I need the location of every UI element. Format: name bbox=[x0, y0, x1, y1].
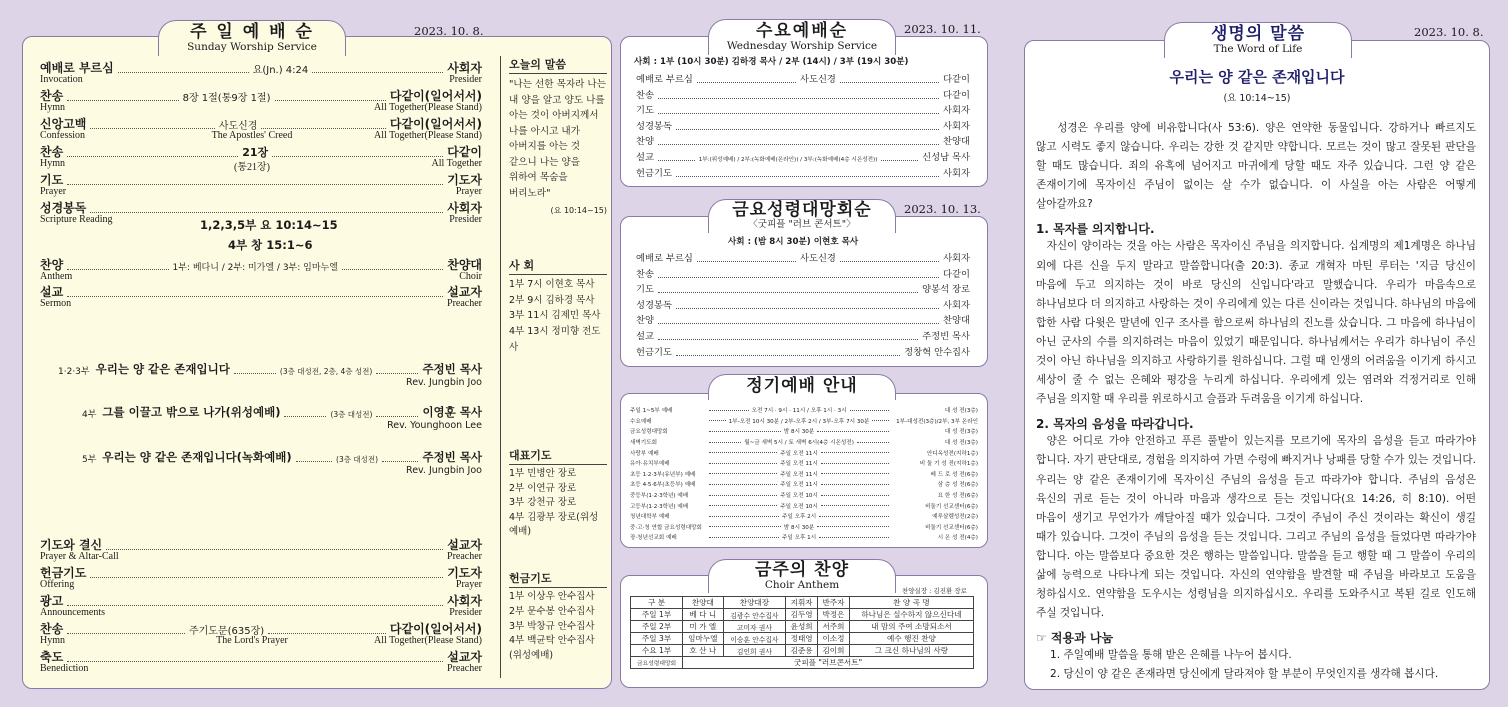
choir-cell: 수요 1부 bbox=[631, 645, 683, 657]
choir-header: 구 분 bbox=[631, 597, 683, 609]
sermon-role-en: Preacher bbox=[447, 298, 482, 309]
regular-service: 금요성령대망회 bbox=[630, 429, 668, 436]
anthem-row bbox=[40, 256, 482, 273]
presider-box bbox=[509, 257, 607, 356]
order-role: 주정빈 목사 bbox=[922, 331, 970, 342]
order-role: 다같이 bbox=[943, 268, 970, 280]
regular-time: 주일 오후 1시 bbox=[781, 535, 817, 542]
word-section2: 양은 어디로 가야 안전하고 푸른 풀밭이 있는지를 모르기에 목자의 음성을 듣고 따라가야 합니다. 자기 판단대로, 경험을 의지하여 가면 수렁에 빠지거나 낭패를 당할 수가 있는 것입니다. 우리는 양 같은 존재이기에 목자이신 주님의 음성을 듣고 따라가야 합니다. 주님의 음성은 육신의 귀로 듣는 것이 아니라 마음과 생각으로 듣는 것입니다(요 14:26, 히 8:10). 어떤 마음이 생기고 무언가가 깨달아질 때가 있습니다. 그것이 주님이 주신 것이라는 확신이 생길 때가 있습니다. 그것이 주님의 음성을 듣는 것입니다. 그리고 주님의 음성을 들었다면 따라가야 합니다. 아는 말씀보다 중요한 것은 행하는 말씀입니다. 말씀을 듣고 행할 때 그 말씀이 우리의 삶에 능력으로 나타나게 되는 것입니다. 자신의 연약함을 발견할 때 주님을 바라보고 도움을 청하십시오. 연약함을 도우시는 성령님을 의지하십시오. 우리를 도와주시고 복된 길로 인도해 주실 것입니다. bbox=[1036, 435, 1476, 620]
regular-place: 1부-대성전(3층)/2부, 3부 온라인 bbox=[896, 418, 978, 425]
order-label-en: Prayer & Altar-Call bbox=[40, 551, 119, 562]
choir-cell: 호 산 나 bbox=[683, 645, 723, 657]
regular-row bbox=[628, 479, 980, 490]
side-list-item: 2부 9시 김하경 목사 bbox=[509, 294, 595, 306]
regular-place: 대 성 전(3층) bbox=[944, 440, 978, 447]
order-role: 사회자 bbox=[447, 594, 482, 608]
regular-place: 비둘기 선교센터(6층) bbox=[925, 503, 978, 510]
regular-row bbox=[628, 522, 980, 533]
choir-cell: 미 가 엘 bbox=[683, 621, 723, 633]
order-detail: 1부:(위성예배) / 2부:(녹화예배(온라인)) / 3부:(녹화예배(4층 시온성전)) bbox=[698, 157, 878, 163]
friday-presider: 사회 : (밤 8시 30분) 이현호 목사 bbox=[728, 237, 859, 247]
sunday-date: 2023. 10. 8. bbox=[414, 24, 484, 38]
side-list-item: 4부 김광부 장로(위성예배) bbox=[509, 511, 599, 537]
regular-time: 주일 오전 11시 bbox=[780, 450, 818, 457]
friday-title-tab bbox=[708, 199, 896, 233]
order-role: 사회자 bbox=[943, 105, 970, 117]
order-role: 기도자 bbox=[447, 566, 482, 580]
prayer-box bbox=[509, 447, 607, 540]
regular-row bbox=[628, 458, 980, 469]
choir-cell: 하나님은 실수하지 않으신다네 bbox=[849, 609, 973, 621]
order-label: 성경봉독 bbox=[40, 201, 87, 215]
regular-time: 오전 7시 · 9시 · 11시 / 오후 1시 · 3시 bbox=[751, 408, 847, 415]
sermon-title: 우리는 양 같은 존재입니다 bbox=[95, 362, 230, 376]
choir-cell: 김이희 bbox=[818, 645, 850, 657]
offering-box bbox=[509, 570, 607, 664]
choir-cell: 정태영 bbox=[786, 633, 818, 645]
choir-row bbox=[631, 621, 974, 633]
choir-row bbox=[631, 645, 974, 657]
order-row bbox=[636, 87, 970, 101]
order-label: 예배로 부르심 bbox=[40, 61, 114, 75]
word-intro: 성경은 우리를 양에 비유합니다(사 53:6). 양은 연약한 동물입니다. 강하거나 빠르지도 않고 시력도 좋지 않습니다. 우리는 강한 것 같지만 약합니다. 모르는 것이 많고 잘못된 판단을 할 때도 많습니다. 죄의 유혹에 넘어지고 마귀에게 당할 때도 자주 있습니다. 그런 양 같은 존재이기에 목자이신 주님이 없이는 살 수가 없습니다. 이 사실을 아는 사람은 어떻게 살아갈까요? bbox=[1036, 122, 1476, 211]
sermon-item: 5부 우리는 양 같은 존재입니다(녹화예배) (3층 대성전) 주정빈 목사 bbox=[82, 450, 483, 465]
anthem-en: Anthem bbox=[40, 271, 73, 282]
verse-text: "나는 선한 목자라 나는 내 양을 알고 양도 나를 아는 것이 아버지께서 나를 아시고 내가 아버지를 아는 것 같으니 나는 양을 위하여 목숨을 버리노라" bbox=[509, 79, 606, 199]
choir-cell: 윤성희 bbox=[786, 621, 818, 633]
order-role: 찬양대 bbox=[943, 315, 970, 327]
order-label: 설교 bbox=[636, 152, 654, 163]
choir-cell: 그 크신 하나님의 사랑 bbox=[849, 645, 973, 657]
regular-row bbox=[628, 500, 980, 511]
regular-time: 1부-오전 10시 30분 / 2부-오후 2시 / 3부-오후 7시 30분 bbox=[728, 418, 870, 425]
choir-cell: 주일 3부 bbox=[631, 633, 683, 645]
side-list-item: 2부 문수봉 안수집사 bbox=[509, 605, 595, 617]
order-label-en: Prayer bbox=[40, 186, 67, 197]
order-label: 기도 bbox=[636, 284, 654, 296]
regular-time: 주일 오후 2시 bbox=[781, 514, 817, 521]
order-label-en: Benediction bbox=[40, 663, 89, 674]
apply-list bbox=[1036, 646, 1476, 684]
regular-service: 청년대학부 예배 bbox=[630, 514, 670, 521]
regular-service: 초등 4·5·6부(초등부) 예배 bbox=[630, 482, 696, 489]
order-role: 신성남 목사 bbox=[922, 152, 971, 163]
regular-place: 예루살렘성전(2층) bbox=[932, 514, 978, 521]
order-role: 다같이 bbox=[943, 89, 970, 101]
choir-cell: 김두영 bbox=[786, 609, 818, 621]
side-column bbox=[509, 56, 607, 216]
word-section2-title: 2. 목자의 음성을 따라갑니다. bbox=[1036, 417, 1194, 432]
choir-cell: 서주희 bbox=[818, 621, 850, 633]
word-body bbox=[1036, 119, 1476, 684]
order-role: 다같이 bbox=[943, 74, 971, 85]
order-label: 찬송 bbox=[40, 622, 64, 636]
order-label: 찬양 bbox=[636, 136, 654, 148]
choir-cell: 임마누엘 bbox=[683, 633, 723, 645]
regular-time: 월~금 새벽 5시 / 토 새벽 6시(4층 시온성전) bbox=[744, 440, 854, 447]
sermon-row bbox=[40, 283, 482, 300]
order-row bbox=[636, 102, 970, 116]
regular-time: 밤 8시 30분 bbox=[783, 524, 815, 531]
choir-title: 금주의 찬양 bbox=[754, 560, 850, 580]
choir-header: 찬 양 곡 명 bbox=[849, 597, 973, 609]
order-detail: 요(Jn.) 4:24 bbox=[252, 65, 309, 76]
anthem-role: 찬양대 bbox=[447, 258, 483, 272]
order-label: 성경봉독 bbox=[636, 120, 672, 132]
choir-cell: 김준용 bbox=[786, 645, 818, 657]
order-detail-en: (통21장) bbox=[234, 162, 270, 173]
regular-row bbox=[628, 416, 980, 427]
side-list-item: 3부 11시 김제민 목사 bbox=[509, 310, 601, 322]
choir-cell: 고미자 권사 bbox=[723, 621, 786, 633]
regular-service: 초등 1·2·3부(유년부) 예배 bbox=[630, 471, 696, 478]
regular-title: 정기예배 안내 bbox=[746, 376, 858, 396]
choir-cell: 예수 행진 찬양 bbox=[849, 633, 973, 645]
order-role-en: All Together(Please Stand) bbox=[374, 102, 482, 113]
regular-service: 수요예배 bbox=[630, 418, 652, 425]
order-detail: 사도신경 bbox=[799, 74, 836, 85]
sunday-title-tab bbox=[158, 20, 346, 56]
order-label: 찬송 bbox=[40, 145, 64, 159]
regular-place: 비 둘 기 성 전(지하1층) bbox=[919, 461, 978, 468]
presider-title: 사 회 bbox=[509, 257, 607, 275]
side-list-item: 3부 박창규 안수집사 bbox=[509, 620, 595, 632]
sermon-item: 4부 그를 이끌고 밖으로 나가(위성예배) (3층 대성전) 이영훈 목사 bbox=[82, 405, 483, 420]
choir-row bbox=[631, 633, 974, 645]
side-list-item: 2부 이연규 장로 bbox=[509, 482, 577, 494]
word-section1-title: 1. 목자를 의지합니다. bbox=[1036, 222, 1155, 237]
word-title: 생명의 말씀 bbox=[1210, 24, 1306, 44]
sermon-title: 그를 이끌고 밖으로 나가(위성예배) bbox=[102, 405, 281, 419]
order-label: 축도 bbox=[40, 650, 64, 664]
choir-table bbox=[630, 596, 974, 669]
order-row bbox=[636, 344, 970, 358]
order-row bbox=[40, 592, 482, 609]
word-ref: (요 10:14~15) bbox=[1223, 93, 1291, 104]
order-label: 예배로 부르심 bbox=[636, 253, 693, 264]
side-list-item: 1부 이상우 안수집사 bbox=[509, 591, 595, 602]
order-role: 다같이(일어서서) bbox=[389, 89, 483, 103]
order-detail: 사도신경 bbox=[218, 121, 258, 132]
choir-header: 반주자 bbox=[818, 597, 850, 609]
order-role: 사회자 bbox=[943, 253, 971, 264]
apply-item: 1. 주일예배 말씀을 통해 받은 은혜를 나누어 봅시다. bbox=[1050, 649, 1292, 662]
regular-place: 삼 층 성 전(6층) bbox=[937, 482, 978, 489]
sermon-preacher: 주정빈 목사 bbox=[422, 362, 483, 376]
order-role: 사회자 bbox=[943, 167, 970, 179]
order-role: 다같이(일어서서) bbox=[389, 117, 483, 131]
order-detail: 8장 1절(통9장 1절) bbox=[182, 93, 271, 104]
choir-header: 찬양대장 bbox=[723, 597, 786, 609]
sermon-role: 설교자 bbox=[447, 285, 482, 299]
regular-row bbox=[628, 447, 980, 458]
order-role: 다같이 bbox=[447, 145, 482, 159]
verse-title: 오늘의 말씀 bbox=[509, 56, 607, 74]
regular-row bbox=[628, 469, 980, 480]
choir-cell: 김광수 안수집사 bbox=[723, 609, 786, 621]
order-row bbox=[636, 165, 970, 179]
order-role-en: Preacher bbox=[447, 551, 482, 562]
word-section1: 자신이 양이라는 것을 아는 사람은 목자이신 주님을 의지합니다. 십계명의 제1계명은 하나님 외에 다른 신을 두지 말라고 말씀합니다(출 20:3). 종교 개혁자 마틴 루터는 '지금 당신이 마음에 두고 의지하는 것이 바로 당신의 신입니다'라고 말했습니다. 우리가 마음속으로 하나님보다 더 의지하고 사랑하는 것이 우리에게 있는 다른 신이라는 것입니다. 하나님의 마음에 합한 사람 다윗은 말년에 인구 조사를 함으로써 하나님의 진노를 샀습니다. 그 마음에 하나님이 아닌 군사의 수를 의지하려는 마음이 있었기 때문입니다. 하나님께서는 우리가 하나님이 주신 것이 아닌 하나님을 의지하고 사랑하기를 원하십니다. 그럴 때 인생의 어려움을 이기게 하시고 세상이 줄 수 없는 은혜와 평강을 누리게 하십니다. 우리에게 있는 염려와 걱정거리로 인해 주님을 의지할 때 우리를 위로하시고 슬픔과 두려움을 이기게 하십니다. bbox=[1036, 240, 1476, 406]
order-role-en: Prayer bbox=[455, 579, 482, 590]
order-role-en: Presider bbox=[449, 74, 482, 85]
order-label-en: Invocation bbox=[40, 74, 83, 85]
order-row bbox=[40, 648, 482, 665]
apply-title: ☞ 적용과 나눔 bbox=[1036, 631, 1114, 646]
choir-cell: 주일 2부 bbox=[631, 621, 683, 633]
wednesday-date: 2023. 10. 11. bbox=[904, 22, 981, 36]
order-role-en: Presider bbox=[449, 607, 482, 618]
regular-service: 사랑부 예배 bbox=[630, 450, 659, 457]
order-label-en: Hymn bbox=[40, 158, 65, 169]
regular-time: 주일 오전 10시 bbox=[780, 503, 818, 510]
regular-place: 시 온 성 전(4층) bbox=[937, 535, 978, 542]
order-label: 기도와 결신 bbox=[40, 538, 103, 552]
word-title-en: The Word of Life bbox=[1213, 42, 1303, 55]
scripture-1: 1,2,3,5부 요 10:14~15 bbox=[200, 218, 338, 232]
order-role: 사회자 bbox=[447, 61, 482, 75]
order-label: 기도 bbox=[636, 105, 654, 117]
order-label: 성경봉독 bbox=[636, 299, 672, 311]
order-role: 다같이(일어서서) bbox=[389, 622, 483, 636]
order-row bbox=[40, 564, 482, 581]
choir-cell: 이소정 bbox=[818, 633, 850, 645]
order-role-en: All Together bbox=[431, 158, 482, 169]
offering-title: 헌금기도 bbox=[509, 570, 607, 588]
order-detail: 사도신경 bbox=[799, 253, 836, 264]
order-role: 사회자 bbox=[447, 201, 482, 215]
order-label: 설교 bbox=[636, 331, 654, 342]
order-label: 예배로 부르심 bbox=[636, 74, 693, 85]
order-label-en: Offering bbox=[40, 579, 75, 590]
order-label: 광고 bbox=[40, 594, 64, 608]
regular-service: 새벽기도회 bbox=[630, 440, 658, 447]
order-label: 찬송 bbox=[40, 89, 64, 103]
regular-service: 유아·유치부예배 bbox=[630, 461, 670, 468]
presider-list bbox=[509, 277, 607, 356]
choir-cell: 박정은 bbox=[818, 609, 850, 621]
sermon-title: 우리는 양 같은 존재입니다(녹화예배) bbox=[102, 450, 292, 464]
order-detail-en: The Apostles' Creed bbox=[211, 130, 293, 141]
sermon-en: Sermon bbox=[40, 298, 72, 309]
side-list-item: 1부 민병안 장로 bbox=[509, 468, 577, 479]
friday-date: 2023. 10. 13. bbox=[904, 202, 981, 216]
regular-service: 장·청년선교회 예배 bbox=[630, 535, 677, 542]
side-list-item: 1부 7시 이현호 목사 bbox=[509, 279, 595, 290]
regular-place: 요 한 성 전(6층) bbox=[937, 493, 978, 500]
order-role: 찬양대 bbox=[943, 136, 970, 148]
order-role-en: Prayer bbox=[455, 186, 482, 197]
choir-cell: 김인희 권사 bbox=[723, 645, 786, 657]
order-role-en: Presider bbox=[449, 214, 482, 225]
order-role: 설교자 bbox=[447, 650, 482, 664]
order-label-en: Scripture Reading bbox=[40, 214, 113, 225]
regular-time: 밤 8시 30분 bbox=[783, 429, 815, 436]
scripture-2: 4부 창 15:1~6 bbox=[228, 238, 313, 252]
order-row bbox=[636, 133, 970, 147]
sermon-preacher: 이영훈 목사 bbox=[422, 405, 483, 419]
order-label: 찬양 bbox=[636, 315, 654, 327]
verse-ref: (요 10:14~15) bbox=[550, 206, 607, 215]
choir-row bbox=[631, 609, 974, 621]
order-detail: 21장 bbox=[242, 146, 269, 159]
order-label-en: Hymn bbox=[40, 102, 65, 113]
regular-title-tab bbox=[708, 374, 896, 400]
side-list-item: 4부 백균탁 안수집사(위성예배) bbox=[509, 635, 595, 662]
prayer-list bbox=[509, 467, 607, 540]
word-title-tab bbox=[1164, 22, 1352, 58]
choir-header: 찬양대 bbox=[683, 597, 723, 609]
regular-row bbox=[628, 405, 980, 416]
regular-service: 중·고·청 연합 금요성령대망회 bbox=[630, 524, 702, 531]
sunday-title: 주 일 예 배 순 bbox=[190, 22, 314, 42]
choir-note: 찬양실장 : 김진환 장로 bbox=[902, 587, 967, 595]
order-row bbox=[636, 266, 970, 280]
regular-row bbox=[628, 532, 980, 543]
order-role-en: All Together(Please Stand) bbox=[374, 635, 482, 646]
order-row bbox=[636, 250, 970, 264]
choir-cell: 내 맘의 주여 소망되소서 bbox=[849, 621, 973, 633]
regular-row bbox=[628, 490, 980, 501]
friday-title: 금요성령대망회순 bbox=[732, 200, 872, 220]
order-row bbox=[636, 71, 970, 85]
wednesday-title: 수요예배순 bbox=[755, 21, 849, 41]
choir-fri-label: 금요성령대망회 bbox=[631, 657, 683, 669]
regular-place: 대 성 전(3층) bbox=[944, 408, 978, 415]
order-role: 설교자 bbox=[447, 538, 482, 552]
word-date: 2023. 10. 8. bbox=[1414, 25, 1484, 39]
regular-place: 비둘기 선교센터(6층) bbox=[925, 524, 978, 531]
order-row bbox=[40, 59, 482, 76]
choir-cell: 베 다 니 bbox=[683, 609, 723, 621]
order-row bbox=[636, 118, 970, 132]
order-label: 헌금기도 bbox=[636, 167, 672, 179]
order-role: 기도자 bbox=[447, 173, 482, 187]
order-label: 신앙고백 bbox=[40, 117, 87, 131]
order-label: 찬송 bbox=[636, 268, 654, 280]
regular-row bbox=[628, 511, 980, 522]
order-role-en: All Together(Please Stand) bbox=[374, 130, 482, 141]
regular-service: 주일 1~5부 예배 bbox=[630, 408, 673, 415]
choir-cell: 주일 1부 bbox=[631, 609, 683, 621]
wednesday-presider: 사회 : 1부 (10시 30분) 김하경 목사 / 2부 (14시) / 3부 (19시 30분) bbox=[634, 57, 909, 67]
regular-place: 대 성 전(3층) bbox=[944, 429, 978, 436]
regular-row bbox=[628, 426, 980, 437]
choir-title-en: Choir Anthem bbox=[764, 578, 840, 591]
regular-time: 주일 오전 10시 bbox=[780, 493, 818, 500]
sermon-label: 설교 bbox=[40, 285, 64, 299]
choir-title-tab bbox=[708, 559, 896, 593]
order-detail: 주기도문(635장) bbox=[188, 626, 265, 637]
anthem-label: 찬양 bbox=[40, 258, 64, 272]
order-label-en: Announcements bbox=[40, 607, 105, 618]
regular-service: 고등부(1·2·3학년) 예배 bbox=[630, 503, 689, 510]
regular-service: 중등부(1·2·3학년) 예배 bbox=[630, 493, 689, 500]
regular-time: 주일 오전 11시 bbox=[780, 482, 818, 489]
sermon-item: 1·2·3부 우리는 양 같은 존재입니다 (3층 대성전, 2층, 4층 성전) 주정빈 목사 bbox=[58, 362, 483, 377]
order-label: 헌금기도 bbox=[636, 346, 672, 358]
order-label-en: Confession bbox=[40, 130, 85, 141]
regular-table bbox=[628, 405, 980, 543]
choir-header: 지휘자 bbox=[786, 597, 818, 609]
anthem-role-en: Choir bbox=[459, 271, 482, 282]
order-detail-en: The Lord's Prayer bbox=[216, 635, 288, 646]
anthem-choirs: 1부: 베다니 / 2부: 미가엘 / 3부: 임마누엘 bbox=[172, 263, 338, 273]
wednesday-title-en: Wednesday Worship Service bbox=[726, 39, 878, 52]
order-label: 기도 bbox=[40, 173, 64, 187]
side-list-item: 3부 강천규 장로 bbox=[509, 497, 577, 508]
order-label-en: Hymn bbox=[40, 635, 65, 646]
order-row bbox=[636, 281, 970, 295]
order-row bbox=[636, 312, 970, 326]
offering-list bbox=[509, 590, 607, 664]
order-row bbox=[636, 328, 970, 342]
wednesday-title-tab bbox=[708, 19, 896, 55]
regular-place: 베 드 로 성 전(6층) bbox=[930, 471, 978, 478]
order-role: 사회자 bbox=[943, 120, 970, 132]
order-row bbox=[636, 297, 970, 311]
friday-subtitle: 〈굿피플 "러브 콘서트"〉 bbox=[748, 218, 856, 230]
apply-item: 2. 당신이 양 같은 존재라면 당신에게 달라져야 할 부분이 무엇인지를 생각해 봅시다. bbox=[1050, 668, 1439, 681]
order-role: 사회자 bbox=[943, 299, 970, 311]
sermon-preacher: 주정빈 목사 bbox=[422, 450, 483, 464]
order-row bbox=[636, 149, 970, 163]
regular-row bbox=[628, 437, 980, 448]
order-label: 헌금기도 bbox=[40, 566, 87, 580]
order-role-en: Preacher bbox=[447, 663, 482, 674]
prayer-title: 대표기도 bbox=[509, 447, 607, 465]
choir-cell: 이승훈 안수집사 bbox=[723, 633, 786, 645]
choir-fri-value: 굿피플 "러브콘서트" bbox=[683, 657, 974, 669]
word-heading: 우리는 양 같은 존재입니다 bbox=[1169, 68, 1345, 86]
sunday-title-en: Sunday Worship Service bbox=[187, 40, 317, 53]
side-divider bbox=[500, 56, 501, 678]
order-label: 찬송 bbox=[636, 89, 654, 101]
order-row bbox=[40, 171, 482, 188]
regular-place: 안디옥성전(지하1층) bbox=[926, 450, 978, 457]
side-list-item: 4부 13시 정미향 전도사 bbox=[509, 326, 601, 353]
regular-time: 주일 오전 11시 bbox=[780, 471, 818, 478]
order-role: 정창혁 안수집사 bbox=[904, 346, 970, 358]
regular-time: 주일 오전 11시 bbox=[780, 461, 818, 468]
order-role: 양봉석 장로 bbox=[922, 284, 970, 296]
